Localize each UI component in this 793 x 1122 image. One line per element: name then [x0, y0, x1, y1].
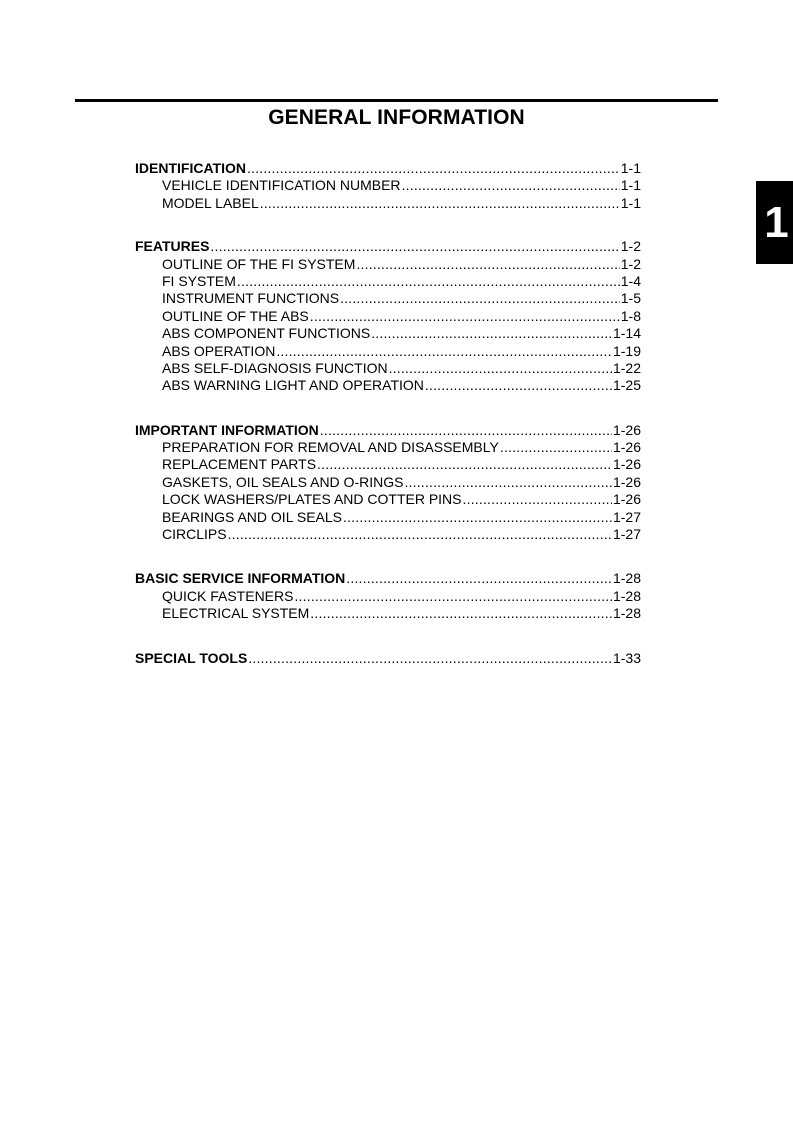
toc-entry-title: ABS SELF-DIAGNOSIS FUNCTION	[162, 359, 388, 376]
toc-section	[135, 570, 641, 622]
toc-entry-title: ABS COMPONENT FUNCTIONS	[162, 325, 371, 342]
section-spacer	[135, 543, 641, 570]
toc-page-number: 1-27	[612, 526, 641, 543]
dot-leader	[294, 588, 612, 605]
toc-section-heading[interactable]	[135, 650, 641, 667]
toc-page-number: 1-19	[612, 342, 641, 359]
toc-entry-title: LOCK WASHERS/PLATES AND COTTER PINS	[162, 491, 462, 508]
toc-entry[interactable]	[135, 177, 641, 194]
toc-entry-title: ELECTRICAL SYSTEM	[162, 605, 310, 622]
table-of-contents	[135, 160, 641, 667]
toc-section	[135, 422, 641, 544]
toc-entry-title: INSTRUMENT FUNCTIONS	[162, 290, 340, 307]
toc-entry-title: PREPARATION FOR REMOVAL AND DISASSEMBLY	[162, 439, 499, 456]
toc-entry[interactable]	[135, 588, 641, 605]
dot-leader	[237, 273, 620, 290]
toc-entry-title: OUTLINE OF THE ABS	[162, 307, 309, 324]
toc-page-number: 1-14	[612, 325, 641, 342]
toc-page-number: 1-2	[620, 255, 641, 272]
toc-entry-title: REPLACEMENT PARTS	[162, 456, 317, 473]
dot-leader	[320, 422, 612, 439]
dot-leader	[340, 290, 620, 307]
toc-section-heading[interactable]	[135, 422, 641, 439]
toc-entry[interactable]	[135, 474, 641, 491]
toc-entry-title: ABS WARNING LIGHT AND OPERATION	[162, 377, 424, 394]
toc-entry[interactable]	[135, 456, 641, 473]
toc-entry[interactable]	[135, 605, 641, 622]
toc-section-heading[interactable]	[135, 570, 641, 587]
toc-section	[135, 650, 641, 667]
toc-entry[interactable]	[135, 308, 641, 325]
toc-section-heading[interactable]	[135, 238, 641, 255]
toc-entry-title: IDENTIFICATION	[135, 160, 246, 176]
toc-page-number: 1-4	[620, 272, 641, 289]
toc-entry[interactable]	[135, 509, 641, 526]
toc-section	[135, 160, 641, 212]
toc-page-number: 1-1	[620, 177, 641, 194]
toc-page-number: 1-25	[612, 377, 641, 394]
toc-page-number: 1-1	[620, 194, 641, 211]
toc-entry-title: GASKETS, OIL SEALS AND O-RINGS	[162, 473, 404, 490]
dot-leader	[402, 177, 620, 194]
toc-section	[135, 238, 641, 395]
toc-entry-title: QUICK FASTENERS	[162, 587, 294, 604]
toc-entry[interactable]	[135, 195, 641, 212]
dot-leader	[356, 256, 619, 273]
toc-page-number: 1-26	[612, 473, 641, 490]
dot-leader	[317, 456, 612, 473]
section-spacer	[135, 212, 641, 238]
toc-entry-title: IMPORTANT INFORMATION	[135, 421, 319, 438]
toc-entry[interactable]	[135, 273, 641, 290]
toc-entry-title: FI SYSTEM	[162, 272, 236, 289]
toc-page-number: 1-2	[620, 238, 641, 255]
dot-leader	[371, 325, 612, 342]
dot-leader	[276, 343, 612, 360]
toc-entry-title: BASIC SERVICE INFORMATION	[135, 570, 346, 587]
section-spacer	[135, 623, 641, 650]
dot-leader	[343, 509, 612, 526]
toc-page-number: 1-26	[612, 456, 641, 473]
toc-page-number: 1-28	[612, 605, 641, 622]
toc-entry[interactable]	[135, 491, 641, 508]
toc-entry[interactable]	[135, 526, 641, 543]
toc-page-number: 1-27	[612, 508, 641, 525]
page-title: GENERAL INFORMATION	[268, 106, 525, 129]
dot-leader	[248, 650, 612, 667]
toc-entry[interactable]	[135, 290, 641, 307]
toc-section-heading[interactable]	[135, 160, 641, 177]
toc-entry-title: FEATURES	[135, 238, 210, 255]
dot-leader	[310, 605, 612, 622]
dot-leader	[210, 238, 619, 255]
toc-entry[interactable]	[135, 360, 641, 377]
dot-leader	[346, 570, 612, 587]
toc-entry-title: VEHICLE IDENTIFICATION NUMBER	[162, 177, 401, 194]
dot-leader	[463, 491, 612, 508]
dot-leader	[260, 195, 620, 212]
dot-leader	[404, 474, 612, 491]
toc-page-number: 1-28	[612, 570, 641, 587]
section-spacer	[135, 395, 641, 422]
toc-page-number: 1-28	[612, 587, 641, 604]
toc-page-number: 1-26	[612, 421, 641, 438]
dot-leader	[310, 308, 620, 325]
toc-entry[interactable]	[135, 377, 641, 394]
toc-entry[interactable]	[135, 256, 641, 273]
toc-entry-title: BEARINGS AND OIL SEALS	[162, 508, 342, 525]
dot-leader	[425, 377, 612, 394]
toc-entry[interactable]	[135, 439, 641, 456]
toc-page-number: 1-1	[620, 160, 641, 176]
toc-page-number: 1-26	[612, 491, 641, 508]
toc-page-number: 1-22	[612, 359, 641, 376]
toc-page-number: 1-26	[612, 439, 641, 456]
toc-page-number: 1-5	[620, 290, 641, 307]
toc-entry-title: OUTLINE OF THE FI SYSTEM	[162, 255, 356, 272]
chapter-tab: 1	[756, 181, 793, 264]
toc-page-number: 1-33	[612, 649, 641, 666]
toc-entry-title: MODEL LABEL	[162, 194, 259, 211]
dot-leader	[500, 439, 612, 456]
toc-entry-title: CIRCLIPS	[162, 526, 227, 543]
toc-page-number: 1-8	[620, 307, 641, 324]
toc-entry-title: SPECIAL TOOLS	[135, 649, 248, 666]
dot-leader	[389, 360, 612, 377]
dot-leader	[228, 526, 612, 543]
toc-entry[interactable]	[135, 343, 641, 360]
top-rule	[75, 99, 718, 102]
dot-leader	[247, 160, 620, 177]
toc-entry-title: ABS OPERATION	[162, 342, 276, 359]
toc-entry[interactable]	[135, 325, 641, 342]
